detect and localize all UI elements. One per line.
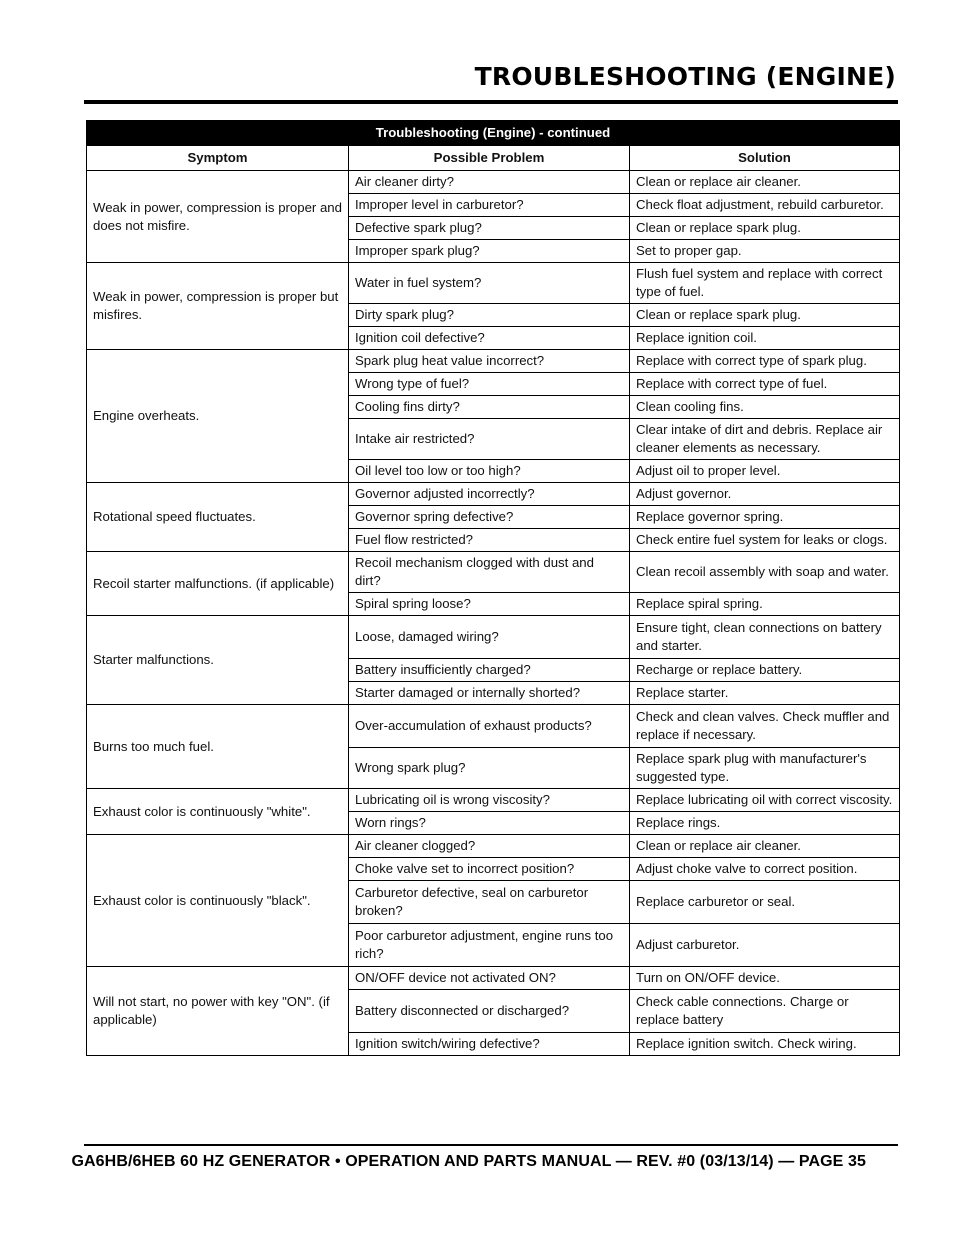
- solution-cell: Clear intake of dirt and debris. Replace air cleaner elements as necessary.: [630, 419, 900, 460]
- table-caption-row: [87, 121, 900, 146]
- problem-cell: Ignition switch/wiring defective?: [349, 1033, 630, 1056]
- problem-cell: Starter damaged or internally shorted?: [349, 682, 630, 705]
- header-symptom: Symptom: [87, 146, 349, 171]
- symptom-cell: Exhaust color is continuously "black".: [87, 835, 349, 967]
- problem-cell: Choke valve set to incorrect position?: [349, 858, 630, 881]
- solution-cell: Clean or replace spark plug.: [630, 217, 900, 240]
- solution-cell: Clean cooling fins.: [630, 396, 900, 419]
- problem-cell: Intake air restricted?: [349, 419, 630, 460]
- symptom-cell: Burns too much fuel.: [87, 705, 349, 789]
- solution-cell: Replace with correct type of fuel.: [630, 373, 900, 396]
- table-row: [87, 552, 900, 593]
- problem-cell: Wrong type of fuel?: [349, 373, 630, 396]
- title-rule: [84, 100, 898, 104]
- problem-cell: Recoil mechanism clogged with dust and dirt?: [349, 552, 630, 593]
- table-row: [87, 171, 900, 194]
- page-footer: GA6HB/6HEB 60 HZ GENERATOR • OPERATION AND PARTS MANUAL — REV. #0 (03/13/14) — PAGE 35: [71, 1153, 866, 1170]
- table-row: [87, 835, 900, 858]
- problem-cell: Cooling fins dirty?: [349, 396, 630, 419]
- solution-cell: Clean recoil assembly with soap and water.: [630, 552, 900, 593]
- solution-cell: Adjust choke valve to correct position.: [630, 858, 900, 881]
- problem-cell: Carburetor defective, seal on carburetor broken?: [349, 881, 630, 924]
- problem-cell: Governor spring defective?: [349, 506, 630, 529]
- problem-cell: ON/OFF device not activated ON?: [349, 967, 630, 990]
- problem-cell: Worn rings?: [349, 812, 630, 835]
- table-row: [87, 789, 900, 812]
- header-possible-problem: Possible Problem: [349, 146, 630, 171]
- solution-cell: Check and clean valves. Check muffler and replace if necessary.: [630, 705, 900, 748]
- table-row: [87, 483, 900, 506]
- table-row: [87, 263, 900, 304]
- problem-cell: Ignition coil defective?: [349, 327, 630, 350]
- solution-cell: Recharge or replace battery.: [630, 659, 900, 682]
- solution-cell: Replace starter.: [630, 682, 900, 705]
- solution-cell: Flush fuel system and replace with correct type of fuel.: [630, 263, 900, 304]
- footer-rule: [84, 1144, 898, 1146]
- solution-cell: Adjust oil to proper level.: [630, 460, 900, 483]
- solution-cell: Clean or replace spark plug.: [630, 304, 900, 327]
- solution-cell: Replace lubricating oil with correct viscosity.: [630, 789, 900, 812]
- symptom-cell: Engine overheats.: [87, 350, 349, 483]
- problem-cell: Spark plug heat value incorrect?: [349, 350, 630, 373]
- problem-cell: Wrong spark plug?: [349, 748, 630, 789]
- problem-cell: Lubricating oil is wrong viscosity?: [349, 789, 630, 812]
- problem-cell: Battery disconnected or discharged?: [349, 990, 630, 1033]
- problem-cell: Water in fuel system?: [349, 263, 630, 304]
- solution-cell: Replace governor spring.: [630, 506, 900, 529]
- table-row: [87, 350, 900, 373]
- solution-cell: Check entire fuel system for leaks or clogs.: [630, 529, 900, 552]
- troubleshooting-table: [86, 120, 900, 1056]
- solution-cell: Check cable connections. Charge or replace battery: [630, 990, 900, 1033]
- problem-cell: Improper level in carburetor?: [349, 194, 630, 217]
- table-caption: Troubleshooting (Engine) - continued: [87, 121, 900, 146]
- symptom-cell: Weak in power, compression is proper and does not misfire.: [87, 171, 349, 263]
- solution-cell: Adjust governor.: [630, 483, 900, 506]
- solution-cell: Replace spark plug with manufacturer's suggested type.: [630, 748, 900, 789]
- problem-cell: Over-accumulation of exhaust products?: [349, 705, 630, 748]
- table-header-row: [87, 146, 900, 171]
- problem-cell: Fuel flow restricted?: [349, 529, 630, 552]
- table-body: [87, 171, 900, 1056]
- problem-cell: Oil level too low or too high?: [349, 460, 630, 483]
- problem-cell: Defective spark plug?: [349, 217, 630, 240]
- header-solution: Solution: [630, 146, 900, 171]
- problem-cell: Governor adjusted incorrectly?: [349, 483, 630, 506]
- table-row: [87, 705, 900, 748]
- problem-cell: Air cleaner dirty?: [349, 171, 630, 194]
- solution-cell: Replace with correct type of spark plug.: [630, 350, 900, 373]
- symptom-cell: Starter malfunctions.: [87, 616, 349, 705]
- symptom-cell: Weak in power, compression is proper but misfires.: [87, 263, 349, 350]
- page-title: TROUBLESHOOTING (ENGINE): [474, 62, 896, 91]
- symptom-cell: Rotational speed fluctuates.: [87, 483, 349, 552]
- symptom-cell: Exhaust color is continuously "white".: [87, 789, 349, 835]
- problem-cell: Dirty spark plug?: [349, 304, 630, 327]
- solution-cell: Set to proper gap.: [630, 240, 900, 263]
- solution-cell: Clean or replace air cleaner.: [630, 835, 900, 858]
- solution-cell: Clean or replace air cleaner.: [630, 171, 900, 194]
- solution-cell: Check float adjustment, rebuild carburetor.: [630, 194, 900, 217]
- table-row: [87, 616, 900, 659]
- symptom-cell: Recoil starter malfunctions. (if applicable): [87, 552, 349, 616]
- symptom-cell: Will not start, no power with key "ON". (if applicable): [87, 967, 349, 1056]
- solution-cell: Replace carburetor or seal.: [630, 881, 900, 924]
- solution-cell: Adjust carburetor.: [630, 924, 900, 967]
- solution-cell: Replace rings.: [630, 812, 900, 835]
- problem-cell: Air cleaner clogged?: [349, 835, 630, 858]
- problem-cell: Battery insufficiently charged?: [349, 659, 630, 682]
- solution-cell: Ensure tight, clean connections on battery and starter.: [630, 616, 900, 659]
- solution-cell: Replace ignition coil.: [630, 327, 900, 350]
- table-row: [87, 967, 900, 990]
- problem-cell: Spiral spring loose?: [349, 593, 630, 616]
- problem-cell: Loose, damaged wiring?: [349, 616, 630, 659]
- problem-cell: Improper spark plug?: [349, 240, 630, 263]
- problem-cell: Poor carburetor adjustment, engine runs too rich?: [349, 924, 630, 967]
- solution-cell: Replace spiral spring.: [630, 593, 900, 616]
- solution-cell: Turn on ON/OFF device.: [630, 967, 900, 990]
- solution-cell: Replace ignition switch. Check wiring.: [630, 1033, 900, 1056]
